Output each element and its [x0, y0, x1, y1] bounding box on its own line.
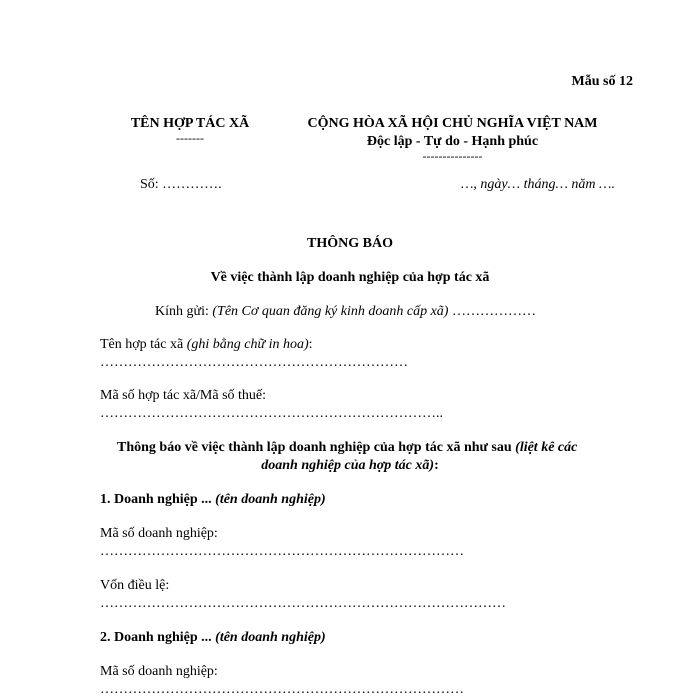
enterprise-2-code-label: Mã số doanh nghiệp: — [100, 664, 218, 679]
enterprise-2-heading — [100, 630, 326, 646]
country-name: CỘNG HÒA XÃ HỘI CHỦ NGHĨA VIỆT NAM — [307, 116, 598, 131]
notice-text: Thông báo về việc thành lập doanh nghiệp của hợp tác xã như sau — [117, 440, 516, 455]
motto: Độc lập - Tự do - Hạnh phúc — [366, 134, 539, 149]
notice-line-1 — [117, 440, 577, 456]
enterprise-1-code-label: Mã số doanh nghiệp: — [100, 526, 218, 541]
form-code: Mẫu số 12 — [571, 74, 633, 89]
document-number: Số: …………. — [140, 177, 222, 192]
enterprise-2-title: 2. Doanh nghiệp ... — [100, 630, 216, 645]
enterprise-2-hint: (tên doanh nghiệp) — [215, 630, 326, 645]
enterprise-1-heading — [100, 492, 326, 508]
notice-hint-2: doanh nghiệp của hợp tác xã) — [261, 458, 435, 473]
coop-code-label: Mã số hợp tác xã/Mã số thuế: — [100, 388, 267, 403]
document-subtitle: Về việc thành lập doanh nghiệp của hợp tác xã — [210, 270, 490, 285]
notice-hint-1: (liệt kê các — [515, 440, 578, 455]
coop-name-colon: : — [308, 337, 313, 352]
enterprise-1-capital-label: Vốn điều lệ: — [100, 578, 170, 593]
org-underline: ------- — [176, 131, 204, 145]
coop-name-label: Tên hợp tác xã — [100, 337, 187, 352]
coop-name-line — [100, 337, 313, 353]
coop-name-hint: (ghi bằng chữ in hoa) — [186, 337, 309, 352]
enterprise-2-code-dots: …………………………………………………………………… — [100, 682, 464, 697]
org-name: TÊN HỢP TÁC XÃ — [130, 116, 250, 131]
enterprise-1-title: 1. Doanh nghiệp ... — [100, 492, 216, 507]
recipient-line — [155, 304, 536, 320]
notice-line-2 — [0, 458, 700, 474]
coop-code-dots: ……………………………………………………………….. — [100, 406, 443, 421]
motto-underline: --------------- — [422, 149, 483, 163]
date-line: …, ngày… tháng… năm …. — [460, 177, 615, 192]
recipient-placeholder: (Tên Cơ quan đăng ký kinh doanh cấp xã) — [212, 304, 449, 319]
document-title: THÔNG BÁO — [307, 236, 393, 251]
coop-name-dots: ………………………………………………………… — [100, 355, 408, 370]
enterprise-1-capital-dots: …………………………………………………………………………… — [100, 596, 506, 611]
enterprise-1-hint: (tên doanh nghiệp) — [215, 492, 326, 507]
recipient-label: Kính gửi: — [155, 304, 213, 319]
notice-colon: : — [434, 458, 439, 473]
enterprise-1-code-dots: …………………………………………………………………… — [100, 544, 464, 559]
recipient-dots: ……………… — [448, 304, 536, 319]
